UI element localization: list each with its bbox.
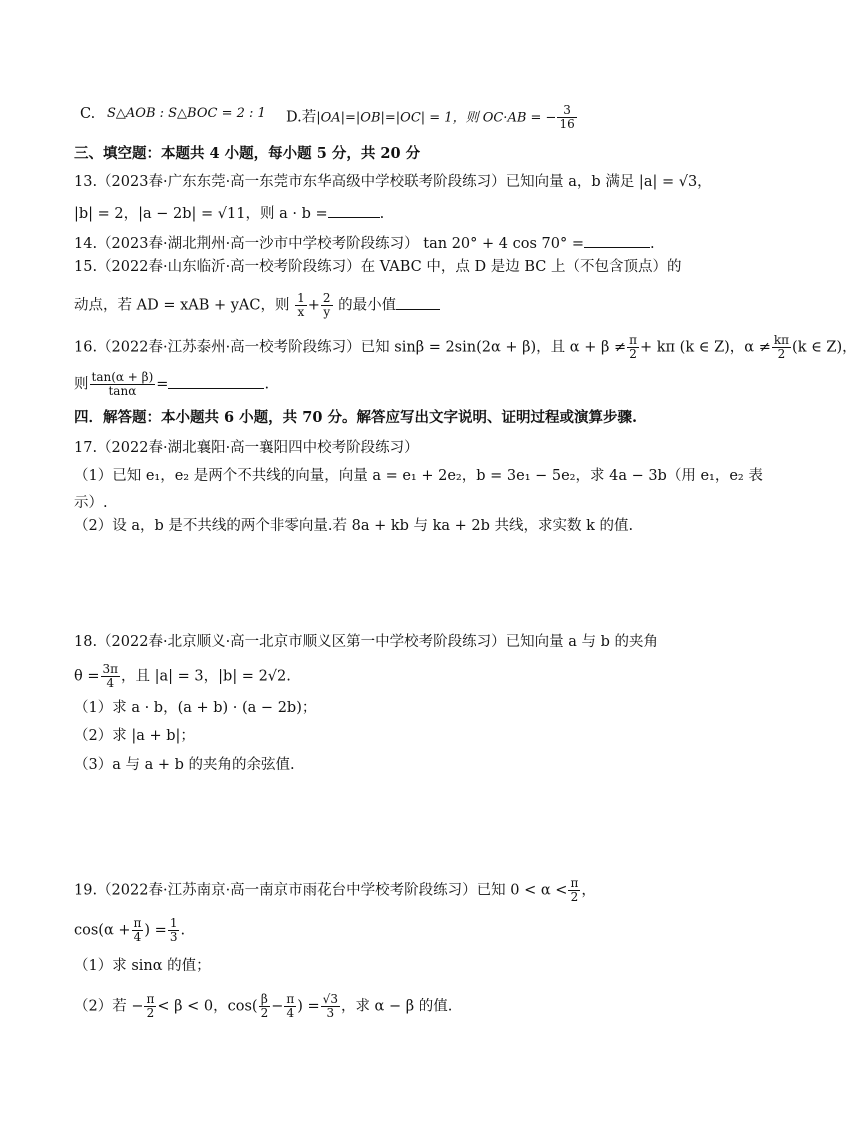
q16-line-2: 则 $\frac{\tan(\alpha + \beta)}{\tan\alpha}$ = . <box>74 370 270 398</box>
q19-line-2: cos(α + $\frac{\pi}{4}$ ) = $\frac{1}{3}$ . <box>74 916 186 944</box>
q16-answer-blank <box>168 374 264 389</box>
q17-part-1-cont: 示）. <box>74 495 108 511</box>
q16-fraction-kpi-2: $\frac{k\pi}{2}$ <box>773 333 790 361</box>
option-c-math: S△AOB : S△BOC = 2 : 1 <box>107 106 266 121</box>
q16-line-1: 16.（2022春·江苏泰州·高一校考阶段练习）已知 sinβ = 2sin(2α + β)，且 α + β ≠ $\frac{\pi}{2}$ + kπ (k ∈ Z)，α ≠ $\frac{k\pi}{2}$ (k ∈ Z)， <box>74 333 857 361</box>
q19-fraction-pi-4: $\frac{\pi}{4}$ <box>133 916 142 944</box>
q13-answer-blank <box>328 203 380 218</box>
q15-line-1: 15.（2022春·山东临沂·高一校考阶段练习）在 VABC 中，点 D 是边 BC 上（不包含顶点）的 <box>74 259 682 275</box>
q19-part-1: （1）求 sinα 的值； <box>74 958 211 974</box>
q16-fraction-pi-2: $\frac{\pi}{2}$ <box>629 333 637 361</box>
q17-line-1: 17.（2022春·湖北襄阳·高一襄阳四中校考阶段练习） <box>74 440 419 456</box>
q18-line-1: 18.（2022春·北京顺义·高一北京市顺义区第一中学校考阶段练习）已知向量 a 与 b 的夹角 <box>74 634 659 650</box>
q19-fraction-a: $\frac{\pi}{2}$ <box>570 876 579 904</box>
q13-line-2: |b| = 2，|a − 2b| = √11，则 a · b = . <box>74 203 794 224</box>
q15-line-2: 动点，若 AD = xAB + yAC，则 $\frac{1}{x}$ + $\frac{2}{y}$ 的最小值 <box>74 292 794 319</box>
q18-fraction-theta: $\frac{3\pi}{4}$ <box>102 662 119 690</box>
q19-fraction-beta-2: $\frac{\beta}{2}$ <box>260 992 269 1020</box>
q19-fraction-neg-pi-2: $\frac{\pi}{2}$ <box>146 992 155 1020</box>
q16-fraction-tan: $\frac{\tan(\alpha + \beta)}{\tan\alpha}$ <box>91 370 154 398</box>
section-3-heading: 三、填空题：本题共 4 小题，每小题 5 分，共 20 分 <box>74 145 421 162</box>
q13-line-1: 13.（2023春·广东东莞·高一东莞市东华高级中学校联考阶段练习）已知向量 a，b 满足 |a| = √3， <box>74 174 712 190</box>
q14-line: 14.（2023春·湖北荆州·高一沙市中学校考阶段练习） tan 20° + 4 cos 70° = . <box>74 233 794 254</box>
q14-answer-blank <box>584 233 650 248</box>
q19-fraction-1-3: $\frac{1}{3}$ <box>169 916 178 944</box>
q19-fraction-sqrt3-3: $\frac{√3}{3}$ <box>322 992 338 1020</box>
q19-line-1: 19.（2022春·江苏南京·高一南京市雨花台中学校考阶段练习）已知 0 < α < $\frac{\pi}{2}$ ， <box>74 876 596 904</box>
q19-fraction-pi-4b: $\frac{\pi}{4}$ <box>286 992 295 1020</box>
option-d-label: D.若 <box>286 109 317 126</box>
q18-line-2: θ = $\frac{3\pi}{4}$ ，且 |a| = 3，|b| = 2√2. <box>74 662 291 690</box>
option-d-math: |OA|=|OB|=|OC| = 1，则 OC·AB = − <box>316 110 557 126</box>
q15-fraction-1: $\frac{1}{x}$ <box>297 291 305 319</box>
section-4-heading: 四．解答题：本小题共 6 小题，共 70 分。解答应写出文字说明、证明过程或演算步骤. <box>74 409 638 426</box>
q17-part-1: （1）已知 e₁，e₂ 是两个不共线的向量，向量 a = e₁ + 2e₂，b = 3e₁ − 5e₂，求 4a − 3b（用 e₁，e₂ 表 <box>74 468 763 484</box>
q15-fraction-2: $\frac{2}{y}$ <box>322 291 331 319</box>
q19-part-2: （2）若 − $\frac{\pi}{2}$ < β < 0，cos( $\frac{\beta}{2}$ − $\frac{\pi}{4}$ ) = $\frac{√3}{3}$ ，求 α − β 的值. <box>74 992 453 1020</box>
q18-part-1: （1）求 a · b，(a + b) · (a − 2b)； <box>74 700 317 716</box>
option-d-fraction: $\frac{3}{16}$ <box>559 103 575 131</box>
q17-part-2: （2）设 a，b 是不共线的两个非零向量.若 8a + kb 与 ka + 2b 共线，求实数 k 的值. <box>74 518 634 534</box>
q18-part-3: （3）a 与 a + b 的夹角的余弦值. <box>74 757 295 773</box>
option-c-label: C. <box>80 106 96 122</box>
q18-part-2: （2）求 |a + b|； <box>74 728 195 744</box>
q15-answer-blank <box>396 295 440 310</box>
